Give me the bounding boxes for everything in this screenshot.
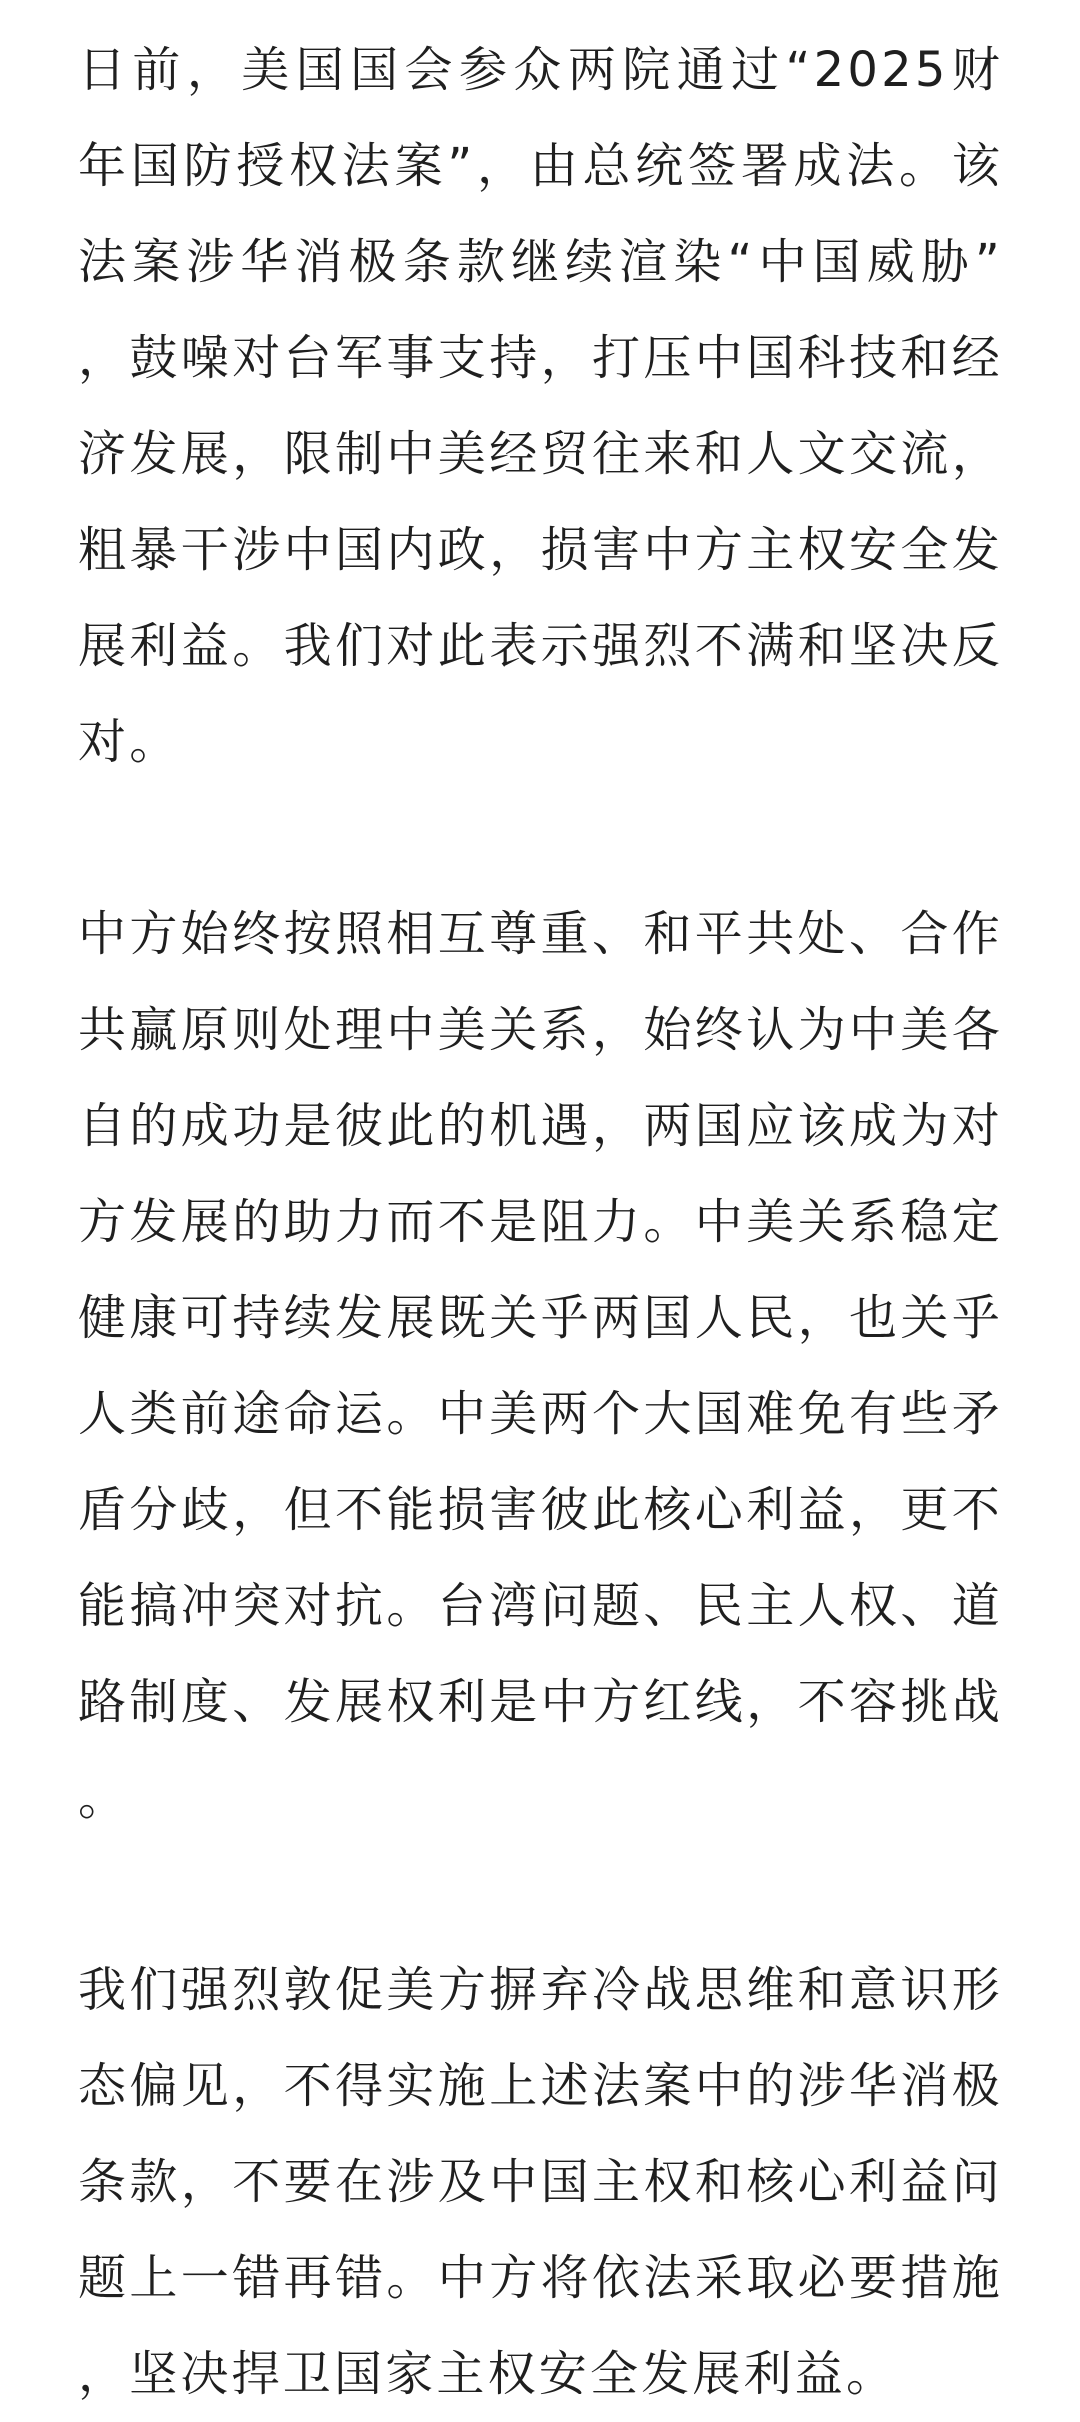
article-body — [78, 22, 1003, 2422]
paragraph-china-us-principles: 中方始终按照相互尊重、和平共处、合作共赢原则处理中美关系，始终认为中美各自的成功是彼此的机遇，两国应该成为对方发展的助力而不是阻力。中美关系稳定健康可持续发展既关乎两国人民，也关乎人类前途命运。中美两个大国难免有些矛盾分歧，但不能损害彼此核心利益，更不能搞冲突对抗。台湾问题、民主人权、道路制度、发展权利是中方红线，不容挑战。 — [78, 906, 1003, 1826]
paragraph-urge-us-side: 我们强烈敦促美方摒弃冷战思维和意识形态偏见，不得实施上述法案中的涉华消极条款，不要在涉及中国主权和核心利益问题上一错再错。中方将依法采取必要措施，坚决捍卫国家主权安全发展利益。 — [78, 1962, 1003, 2402]
paragraph-opposition-statement: 日前，美国国会参众两院通过“2025财年国防授权法案”，由总统签署成法。该法案涉华消极条款继续渲染“中国威胁”，鼓噪对台军事支持，打压中国科技和经济发展，限制中美经贸往来和人文交流，粗暴干涉中国内政，损害中方主权安全发展利益。我们对此表示强烈不满和坚决反对。 — [78, 42, 1003, 770]
